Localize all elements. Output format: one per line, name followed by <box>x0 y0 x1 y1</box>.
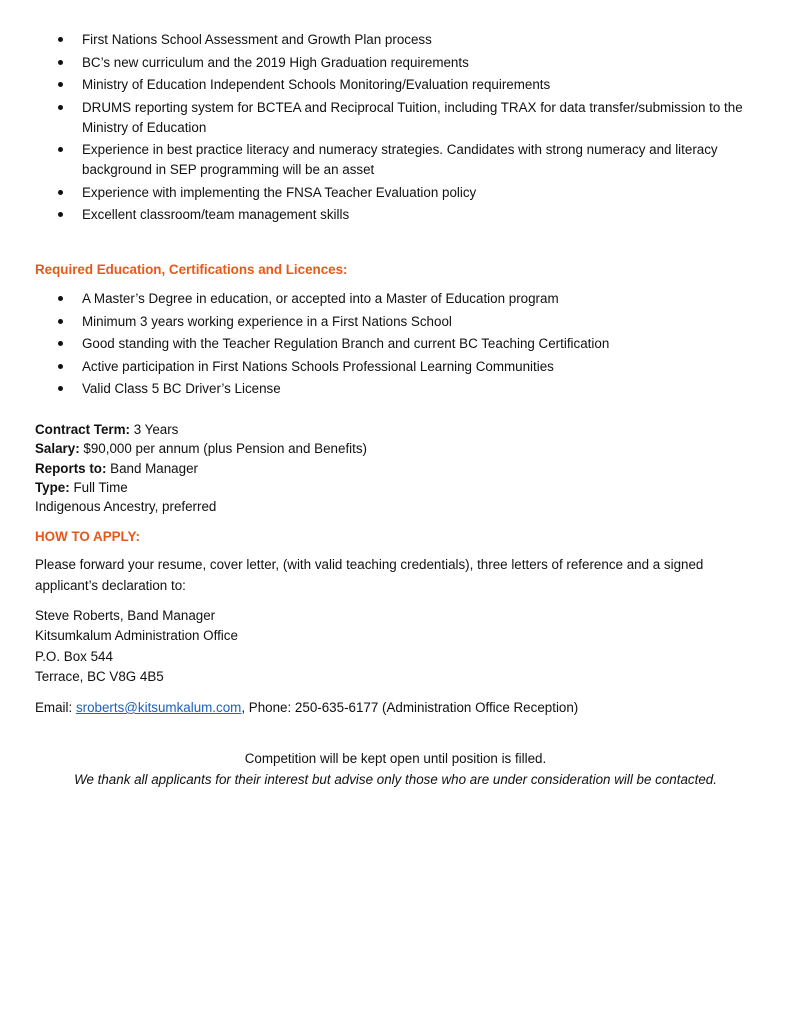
list-item: Ministry of Education Independent Schools Monitoring/Evaluation requirements <box>0 75 791 95</box>
list-item: Minimum 3 years working experience in a First Nations School <box>0 312 791 332</box>
job-type: Type: Full Time <box>35 479 128 495</box>
list-item: A Master’s Degree in education, or accepted into a Master of Education program <box>0 289 791 309</box>
bullet-icon <box>58 212 63 217</box>
how-to-apply-heading: HOW TO APPLY: <box>35 529 140 544</box>
list-item: First Nations School Assessment and Growth Plan process <box>0 30 791 50</box>
bullet-icon <box>58 82 63 87</box>
address-line: Kitsumkalum Administration Office <box>35 628 238 644</box>
address-line: P.O. Box 544 <box>35 648 113 664</box>
bullet-icon <box>58 105 63 110</box>
email-link[interactable]: sroberts@kitsumkalum.com <box>75 700 242 715</box>
reports-to: Reports to: Band Manager <box>35 460 198 476</box>
contract-term: Contract Term: 3 Years <box>35 422 179 437</box>
list-item: Valid Class 5 BC Driver’s License <box>0 379 791 399</box>
bullet-icon <box>58 37 63 42</box>
bullet-icon <box>58 319 63 324</box>
list-item: BC’s new curriculum and the 2019 High Graduation requirements <box>0 53 791 73</box>
competition-note: Competition will be kept open until position is filled. <box>244 751 547 766</box>
job-terms <box>35 420 367 516</box>
closing-note <box>0 749 791 790</box>
list-item: Experience with implementing the FNSA Teacher Evaluation policy <box>0 183 791 203</box>
requirements-list <box>0 30 791 228</box>
apply-instructions: Please forward your resume, cover letter, (with valid teaching credentials), three letters of reference and a signed applicant’s declaration to: <box>35 557 704 593</box>
salary: Salary: $90,000 per annum (plus Pension and Benefits) <box>35 441 368 457</box>
ancestry-note: Indigenous Ancestry, preferred <box>35 499 217 515</box>
bullet-icon <box>58 190 63 195</box>
phone-text: , Phone: 250-635-6177 (Administration Office Reception) <box>241 700 579 715</box>
email-label: Email: <box>35 700 76 715</box>
bullet-icon <box>58 60 63 65</box>
mailing-address <box>35 606 238 687</box>
list-item: Active participation in First Nations Schools Professional Learning Communities <box>0 357 791 377</box>
list-item: Experience in best practice literacy and numeracy strategies. Candidates with strong numeracy and literacy background in SEP programming will be an asset <box>0 140 791 180</box>
bullet-icon <box>58 364 63 369</box>
list-item: Good standing with the Teacher Regulation Branch and current BC Teaching Certification <box>0 334 791 354</box>
bullet-icon <box>58 386 63 391</box>
thank-you-note: We thank all applicants for their interest but advise only those who are under consideration will be contacted. <box>74 771 717 787</box>
list-item: Excellent classroom/team management skills <box>0 205 791 225</box>
required-education-heading: Required Education, Certifications and Licences: <box>35 262 348 277</box>
bullet-icon <box>58 147 63 152</box>
address-line: Terrace, BC V8G 4B5 <box>35 668 164 684</box>
required-education-list <box>0 289 791 402</box>
bullet-icon <box>58 296 63 301</box>
bullet-icon <box>58 341 63 346</box>
contact-line <box>35 698 578 718</box>
address-line: Steve Roberts, Band Manager <box>35 608 216 623</box>
list-item: DRUMS reporting system for BCTEA and Reciprocal Tuition, including TRAX for data transfer/submission to the Ministry of Education <box>0 98 791 138</box>
